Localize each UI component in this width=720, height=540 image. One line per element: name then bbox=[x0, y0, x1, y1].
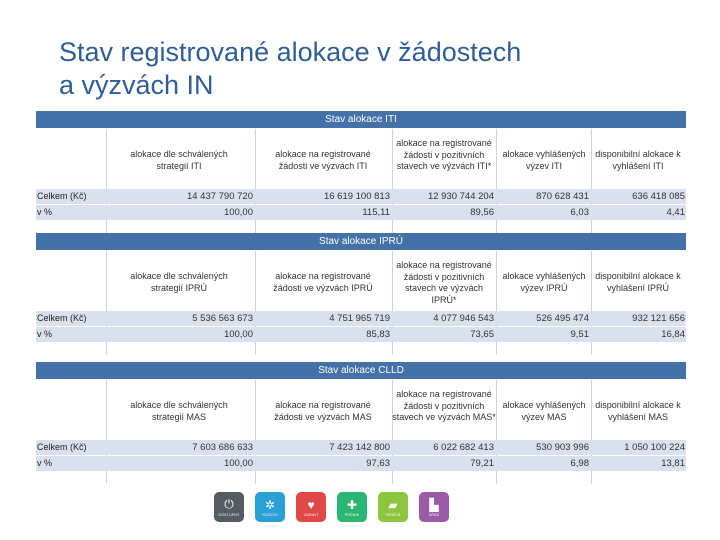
page-title bbox=[59, 36, 521, 102]
column-header: disponibilní alokace k vyhlášení MAS bbox=[595, 400, 681, 422]
table-cell: 4 077 946 543 bbox=[433, 313, 494, 324]
table-cell: 6,98 bbox=[570, 458, 589, 469]
table-cell: 1 050 100 224 bbox=[624, 442, 685, 453]
table-cell: 89,56 bbox=[470, 207, 494, 218]
table-cell: 4,41 bbox=[666, 207, 685, 218]
column-header: alokace dle schválených strategií IPRÚ bbox=[130, 271, 228, 293]
row-label: v % bbox=[37, 458, 53, 468]
logo-glyph: ♥ bbox=[307, 497, 315, 512]
building-icon bbox=[419, 492, 449, 522]
table-cell: 6,03 bbox=[570, 207, 589, 218]
logo-caption: ROZVOJ bbox=[262, 512, 278, 517]
column-header: alokace na registrované žádosti ve výzvách IPRÚ bbox=[273, 271, 373, 293]
table-cell: 9,51 bbox=[570, 329, 589, 340]
column-header: alokace vyhlášených výzev IPRÚ bbox=[502, 271, 586, 293]
network-icon bbox=[255, 492, 285, 522]
table-cell: 12 930 744 204 bbox=[427, 191, 494, 202]
table-cell: 530 903 996 bbox=[536, 442, 589, 453]
table-cell: 4 751 965 719 bbox=[329, 313, 390, 324]
logo-glyph: ⏻ bbox=[224, 497, 234, 511]
table-cell: 636 418 085 bbox=[632, 191, 685, 202]
column-header: alokace na registrované žádosti v pozitivních stavech ve výzvách MAS* bbox=[392, 389, 496, 422]
title-line-1: Stav registrované alokace v žádostech bbox=[59, 37, 522, 67]
logo-glyph: ✚ bbox=[346, 497, 358, 512]
table-cell: 100,00 bbox=[223, 207, 253, 218]
table-cell: 73,65 bbox=[470, 329, 494, 340]
table-cell: 97,63 bbox=[366, 458, 390, 469]
heart-icon bbox=[296, 492, 326, 522]
row-label: v % bbox=[37, 329, 53, 339]
table-cell: 13,81 bbox=[661, 458, 685, 469]
table-cell: 7 423 142 800 bbox=[329, 442, 390, 453]
logo-caption: ZDRAVÍ bbox=[304, 512, 318, 517]
column-header: alokace vyhlášených výzev ITI bbox=[502, 149, 586, 171]
table-cell: 5 536 563 673 bbox=[192, 313, 253, 324]
table-cell: 526 495 474 bbox=[536, 313, 589, 324]
logo-glyph: ▙ bbox=[429, 497, 439, 512]
logo-glyph: ▰ bbox=[388, 497, 398, 512]
title-line-2: a výzvách IN bbox=[59, 70, 214, 100]
column-header: alokace na registrované žádosti v pozitivních stavech ve výzvách IPRÚ* bbox=[396, 260, 492, 305]
book-icon bbox=[378, 492, 408, 522]
logo-caption: ÚŘAD bbox=[428, 512, 440, 517]
table-cell: 870 628 431 bbox=[536, 191, 589, 202]
section-heading: Stav alokace ITI bbox=[36, 111, 686, 128]
row-label: Celkem (Kč) bbox=[37, 313, 87, 323]
column-header: disponibilní alokace k vyhlášení ITI bbox=[595, 149, 681, 171]
table-cell: 6 022 682 413 bbox=[433, 442, 494, 453]
table-cell: 100,00 bbox=[223, 458, 253, 469]
logo-glyph: ✲ bbox=[264, 497, 276, 512]
column-header: alokace dle schválených strategií MAS bbox=[130, 400, 228, 422]
row-label: Celkem (Kč) bbox=[37, 442, 87, 452]
power-icon bbox=[214, 492, 244, 522]
logo-caption: PODNIK bbox=[344, 512, 360, 517]
column-header: disponibilní alokace k vyhlášení IPRÚ bbox=[595, 271, 681, 293]
table-cell: 932 121 656 bbox=[632, 313, 685, 324]
table-cell: 100,00 bbox=[223, 329, 253, 340]
table-cell: 16,84 bbox=[661, 329, 685, 340]
section-heading: Stav alokace IPRÚ bbox=[36, 233, 686, 250]
table-cell: 115,11 bbox=[362, 207, 390, 218]
row-label: v % bbox=[37, 207, 53, 217]
program-logos bbox=[214, 492, 506, 524]
row-label: Celkem (Kč) bbox=[37, 191, 87, 201]
table-cell: 16 619 100 813 bbox=[323, 191, 390, 202]
column-header: alokace na registrované žádosti v pozitivních stavech ve výzvách ITI* bbox=[396, 138, 492, 171]
column-header: alokace dle schválených strategií ITI bbox=[130, 149, 228, 171]
logo-caption: VZDĚLÁ bbox=[385, 512, 401, 517]
plus-icon bbox=[337, 492, 367, 522]
table-cell: 14 437 790 720 bbox=[186, 191, 253, 202]
table-cell: 79,21 bbox=[470, 458, 494, 469]
section-heading: Stav alokace CLLD bbox=[36, 362, 686, 379]
column-header: alokace vyhlášených výzev MAS bbox=[502, 400, 586, 422]
column-header: alokace na registrované žádosti ve výzvách ITI bbox=[275, 149, 371, 171]
column-header: alokace na registrované žádosti ve výzvách MAS bbox=[274, 400, 372, 422]
logo-caption: DOSTUPNÝ bbox=[218, 513, 240, 517]
table-cell: 7 603 686 633 bbox=[192, 442, 253, 453]
table-cell: 85,83 bbox=[366, 329, 390, 340]
